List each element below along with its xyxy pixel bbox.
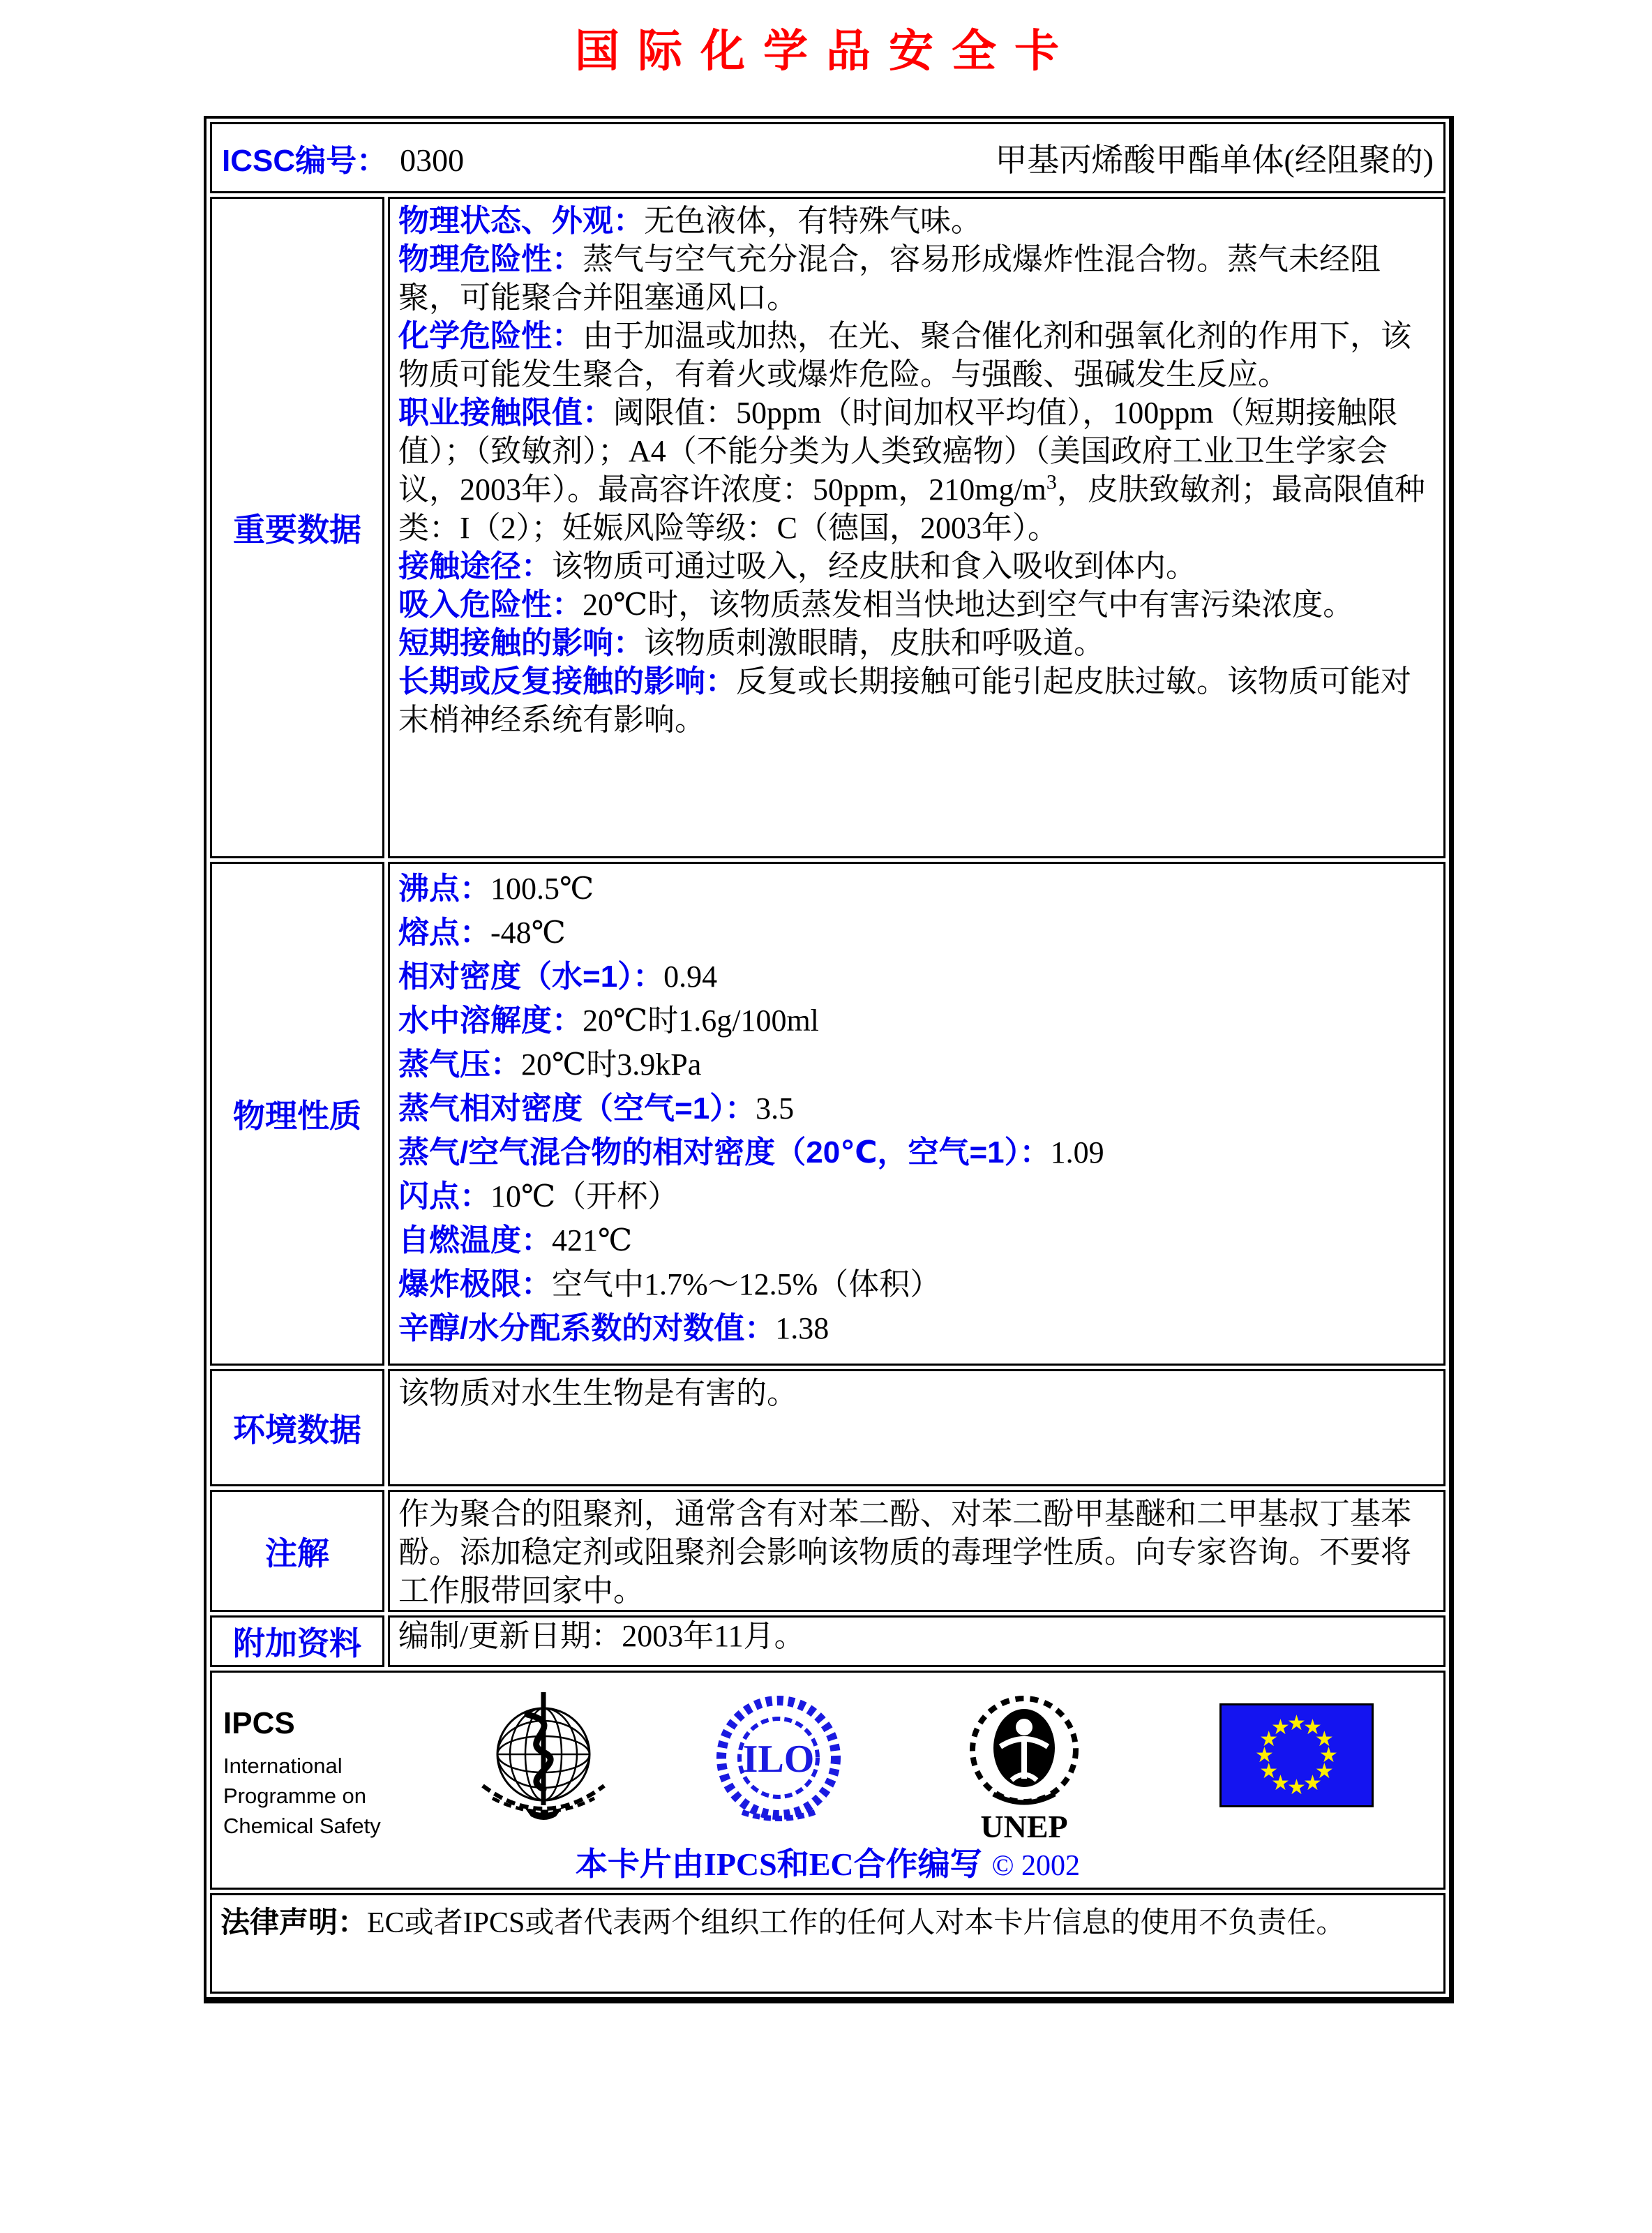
logos-cell (210, 1671, 1446, 1890)
item-key: 自燃温度： (398, 1223, 552, 1257)
item-key: 接触途径： (398, 549, 552, 583)
important-data-item (398, 547, 1436, 585)
legal-row (210, 1893, 1446, 1994)
physical-property-item (398, 999, 1436, 1043)
additional-info-label: 附加资料 (210, 1615, 384, 1667)
eu-star-icon: ★ (1255, 1743, 1274, 1768)
unep-logo-text: UNEP (980, 1809, 1068, 1844)
page-title: 国际化学品安全卡 (575, 26, 1077, 76)
item-value: 1.38 (775, 1311, 829, 1345)
item-value: 反复或长期接触可能引起皮肤过敏。该物质可能对末梢神经系统有影响。 (398, 664, 1411, 737)
eu-star-icon: ★ (1303, 1770, 1322, 1795)
item-value: 该物质可通过吸入，经皮肤和食入吸收到体内。 (552, 549, 1196, 583)
additional-info-row (210, 1615, 1446, 1667)
item-key: 爆炸极限： (398, 1267, 552, 1301)
physical-properties-content (388, 862, 1446, 1366)
item-value: 该物质刺激眼睛，皮肤和呼吸道。 (644, 626, 1104, 660)
physical-properties-row (210, 862, 1446, 1366)
icsc-number-label: ICSC编号： (222, 144, 388, 178)
caption-copyright: © 2002 (991, 1850, 1081, 1882)
physical-property-item (398, 1174, 1436, 1218)
item-key: 沸点： (398, 872, 490, 906)
physical-property-item (398, 1262, 1436, 1306)
environmental-data-content: 该物质对水生生物是有害的。 (388, 1369, 1446, 1486)
eu-star-icon: ★ (1259, 1727, 1279, 1752)
notes-row (210, 1490, 1446, 1612)
physical-property-item (398, 1043, 1436, 1086)
physical-property-item (398, 1218, 1436, 1262)
eu-star-icon: ★ (1271, 1715, 1290, 1740)
eu-flag-icon (1219, 1703, 1374, 1807)
important-data-item (398, 317, 1436, 394)
important-data-item (398, 202, 1436, 240)
ilo-logo-text: ILO (742, 1738, 815, 1781)
important-data-item (398, 662, 1436, 739)
item-key: 职业接触限值： (398, 396, 613, 430)
physical-properties-label: 物理性质 (210, 862, 384, 1366)
item-value: 100.5℃ (490, 872, 594, 906)
important-data-label: 重要数据 (210, 197, 384, 858)
item-key: 熔点： (398, 916, 490, 950)
icsc-card-table (204, 116, 1454, 2003)
item-value: 1.09 (1050, 1135, 1104, 1170)
header-row (210, 122, 1446, 193)
header-content (222, 135, 1434, 181)
logo-strip (212, 1678, 1443, 1844)
item-value: -48℃ (490, 916, 566, 950)
unep-logo-icon (961, 1691, 1087, 1849)
item-value: 阈限值：50ppm（时间加权平均值），100ppm（短期接触限值）；（致敏剂）；A4（不能分类为人类致癌物）（美国政府工业卫生学家会议，2003年）。最高容许浓度：50ppm，$210mg/m^3$，皮肤致敏剂；最高限值种类：I（2）；妊娠风险等级：C（德国，2003年）。 (398, 396, 1425, 545)
physical-property-item (398, 1130, 1436, 1174)
item-value: 空气中1.7%～12.5%（体积） (552, 1267, 941, 1301)
legal-statement-label: 法律声明： (220, 1906, 368, 1939)
ipcs-line-1: International (223, 1754, 343, 1778)
eu-star-icon: ★ (1287, 1775, 1306, 1800)
item-value: 0.94 (663, 959, 718, 994)
physical-property-item (398, 911, 1436, 955)
eu-star-icon: ★ (1303, 1715, 1322, 1740)
ipcs-text-block (223, 1706, 389, 1841)
item-key: 短期接触的影响： (398, 626, 644, 660)
substance-name: 甲基丙烯酸甲酯单体(经阻聚的) (995, 142, 1434, 178)
physical-property-item (398, 1306, 1436, 1350)
item-value: 无色液体，有特殊气味。 (644, 204, 982, 238)
physical-property-item (398, 955, 1436, 999)
superscript: 3 (1046, 470, 1057, 494)
item-value: 20℃时3.9kPa (521, 1047, 702, 1082)
item-key: 蒸气相对密度（空气=1）： (398, 1091, 756, 1126)
item-key: 长期或反复接触的影响： (398, 664, 736, 699)
legal-statement-text: EC或者IPCS或者代表两个组织工作的任何人对本卡片信息的使用不负责任。 (367, 1907, 1346, 1939)
item-key: 辛醇/水分配系数的对数值： (398, 1311, 776, 1345)
important-data-item (398, 624, 1436, 662)
important-data-item (398, 585, 1436, 624)
notes-label: 注解 (210, 1490, 384, 1612)
ilo-logo-icon (714, 1695, 843, 1825)
item-value: 10℃（开杯） (490, 1179, 679, 1213)
ipcs-line-2: Programme on (223, 1784, 367, 1808)
ipcs-line-3: Chemical Safety (223, 1814, 381, 1838)
item-key: 化学危险性： (398, 319, 583, 353)
item-value: 蒸气与空气充分混合，容易形成爆炸性混合物。蒸气未经阻聚，可能聚合并阻塞通风口。 (398, 242, 1381, 315)
item-key: 相对密度（水=1）： (398, 959, 664, 994)
notes-content: 作为聚合的阻聚剂，通常含有对苯二酚、对苯二酚甲基醚和二甲基叔丁基苯酚。添加稳定剂或阻聚剂会影响该物质的毒理学性质。向专家咨询。不要将工作服带回家中。 (388, 1490, 1446, 1612)
item-key: 物理状态、外观： (398, 204, 644, 238)
item-key: 蒸气压： (398, 1047, 521, 1082)
eu-star-icon: ★ (1314, 1759, 1334, 1784)
important-data-row (210, 197, 1446, 858)
item-value: 421℃ (552, 1223, 633, 1257)
caption-text: 本卡片由IPCS和EC合作编写 (575, 1846, 982, 1882)
important-data-item (398, 394, 1436, 547)
item-value: 20℃时1.6g/100ml (583, 1003, 819, 1038)
item-key: 水中溶解度： (398, 1003, 583, 1038)
item-key: 物理危险性： (398, 242, 583, 276)
important-data-item (398, 240, 1436, 317)
eu-star-icon: ★ (1319, 1743, 1338, 1768)
item-value: 3.5 (756, 1091, 795, 1126)
physical-property-item (398, 1086, 1436, 1130)
logos-row (210, 1671, 1446, 1890)
additional-info-content: 编制/更新日期：2003年11月。 (388, 1615, 1446, 1667)
header-cell (210, 122, 1446, 193)
item-key: 闪点： (398, 1179, 490, 1213)
eu-star-icon: ★ (1271, 1770, 1290, 1795)
icsc-number-value: 0300 (400, 142, 465, 178)
eu-star-icon: ★ (1287, 1711, 1306, 1735)
item-key: 蒸气/空气混合物的相对密度（20℃，空气=1）： (398, 1135, 1051, 1170)
physical-property-item (398, 867, 1436, 911)
important-data-content (388, 197, 1446, 858)
legal-cell (210, 1893, 1446, 1994)
caption-line (212, 1839, 1443, 1885)
item-value: 20℃时，该物质蒸发相当快地达到空气中有害污染浓度。 (583, 588, 1354, 622)
eu-star-icon: ★ (1314, 1727, 1334, 1752)
environmental-data-row (210, 1369, 1446, 1486)
ipcs-title: IPCS (223, 1706, 295, 1740)
icsc-number-group (222, 135, 464, 180)
who-logo-icon (472, 1688, 615, 1828)
item-value: 由于加温或加热，在光、聚合催化剂和强氧化剂的作用下，该物质可能发生聚合，有着火或爆炸危险。与强酸、强碱发生反应。 (398, 319, 1411, 391)
eu-star-icon: ★ (1259, 1759, 1279, 1784)
item-key: 吸入危险性： (398, 588, 583, 622)
environmental-data-label: 环境数据 (210, 1369, 384, 1486)
